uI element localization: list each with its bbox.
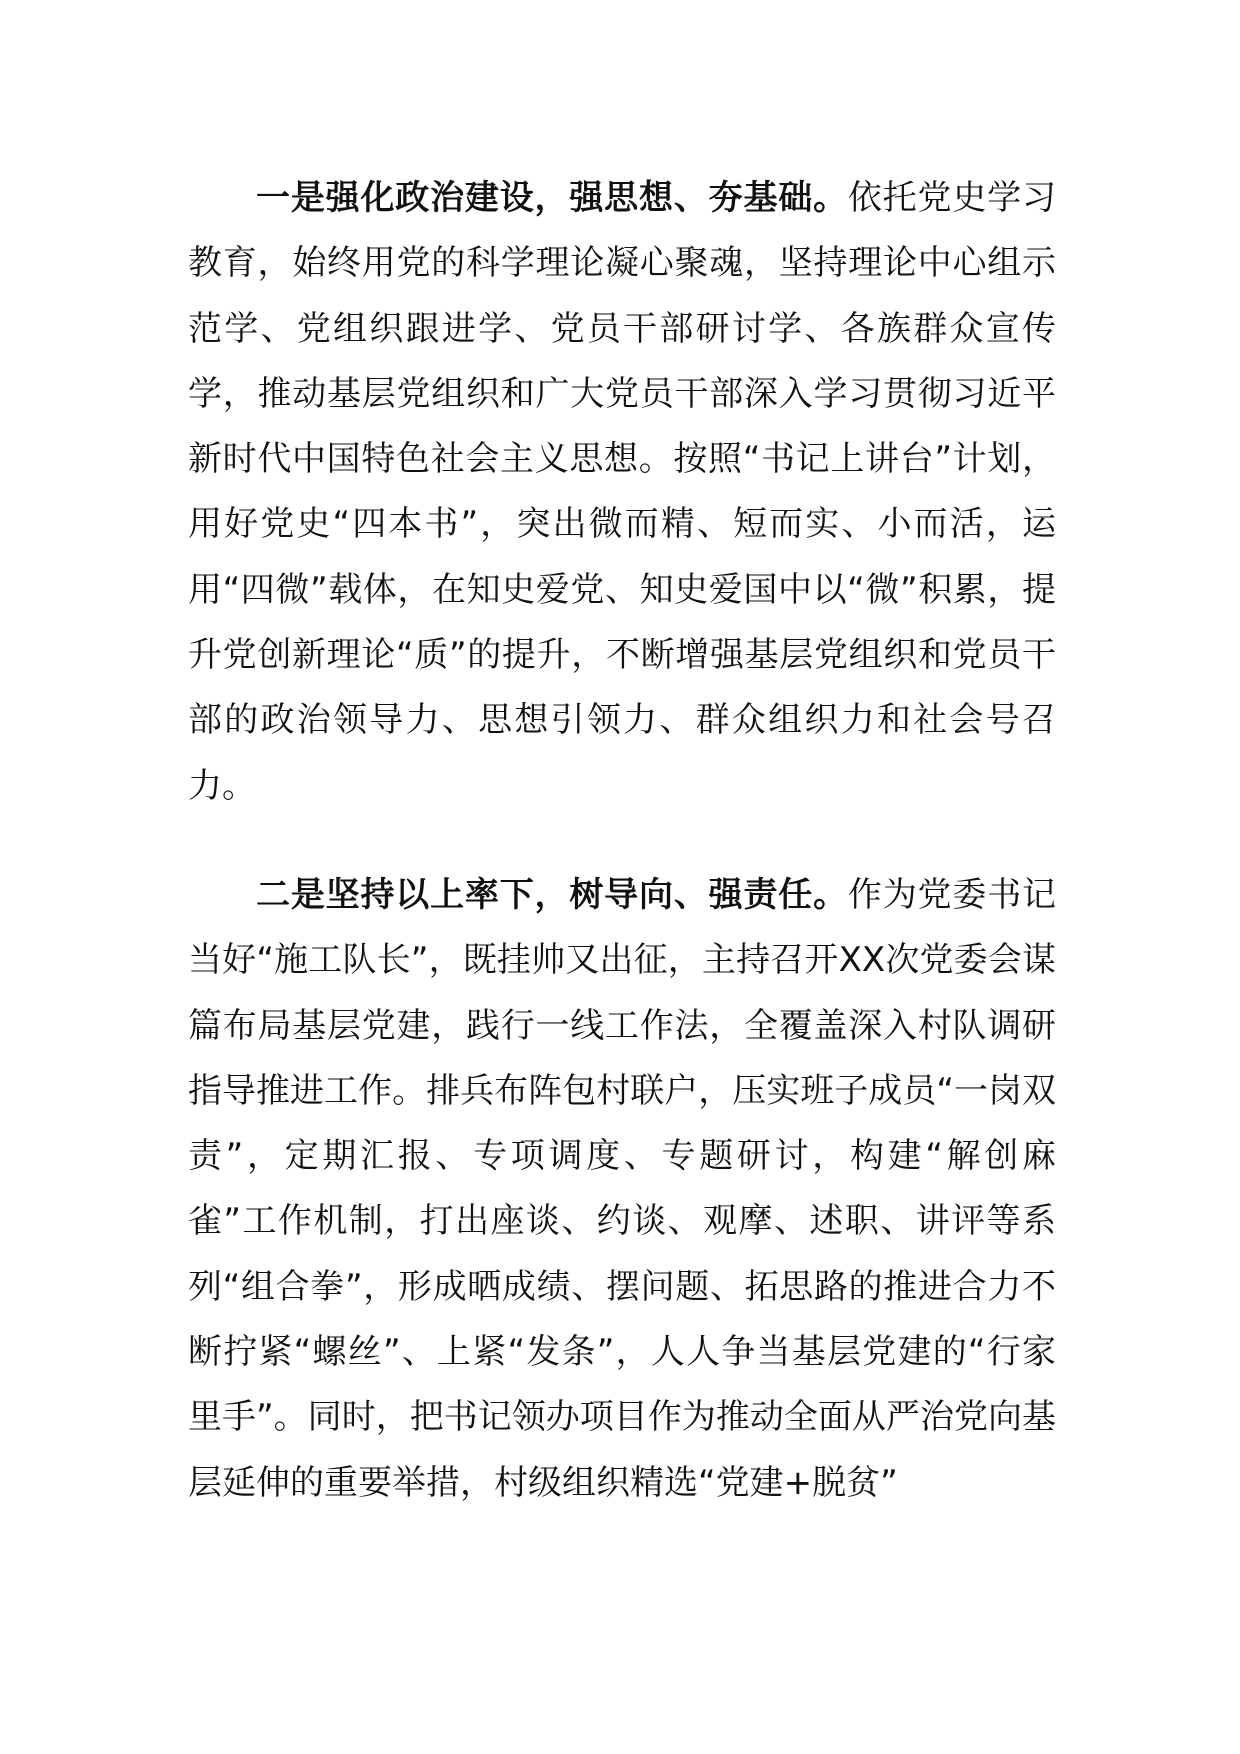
paragraph-body-text: 作为党委书记当好“施工队长”，既挂帅又出征，主持召开XX次党委会谋篇布局基层党建，践行一线工作法，全覆盖深入村队调研指导推进工作。排兵布阵包村联户，压实班子成员“一岗双责”，定期汇报、专项调度、专题研讨，构建“解创麻雀”工作机制，打出座谈、约谈、观摩、述职、讲评等系列“组合拳”，形成晒成绩、摆问题、拓思路的推进合力不断拧紧“螺丝”、上紧“发条”，人人争当基层党建的“行家里手”。同时，把书记领办项目作为推动全面从严治党向基层延伸的重要举措，村级组织精选“党建+脱贫” <box>188 874 1057 1503</box>
document-body <box>188 166 1056 1516</box>
paragraph-lead-heading: 二是坚持以上率下，树导向、强责任。 <box>256 874 848 915</box>
paragraph-leading-by-example <box>188 863 1056 1516</box>
paragraph-political-building <box>188 166 1056 819</box>
paragraph-body-text: 依托党史学习教育，始终用党的科学理论凝心聚魂，坚持理论中心组示范学、党组织跟进学、党员干部研讨学、各族群众宣传学，推动基层党组织和广大党员干部深入学习贯彻习近平新时代中国特色社会主义思想。按照“书记上讲台”计划，用好党史“四本书”，突出微而精、短而实、小而活，运用“四微”载体，在知史爱党、知史爱国中以“微”积累，提升党创新理论“质”的提升，不断增强基层党组织和党员干部的政治领导力、思想引领力、群众组织力和社会号召力。 <box>188 178 1057 806</box>
paragraph-lead-heading: 一是强化政治建设，强思想、夯基础。 <box>256 178 848 218</box>
